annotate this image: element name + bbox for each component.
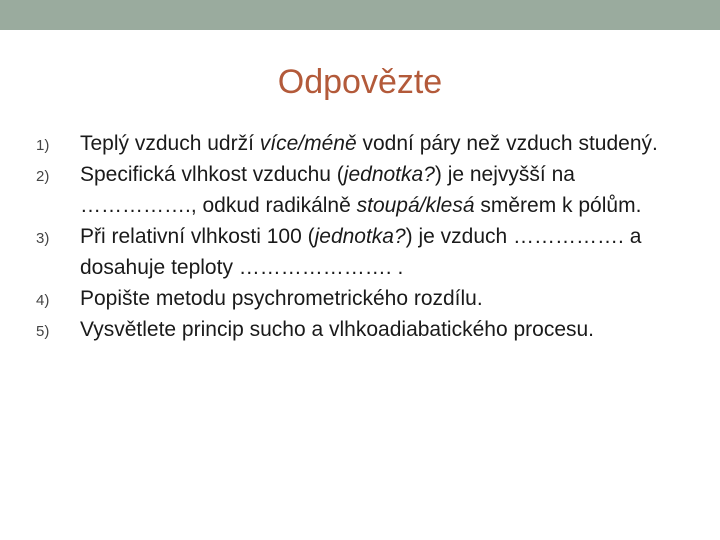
- list-item: [36, 283, 686, 314]
- italic-text: více/méně: [259, 132, 357, 155]
- item-number: 4): [36, 292, 50, 309]
- text-segment: ) je vzduch ……………. a dosahuje teploty …………………. .: [80, 225, 642, 279]
- item-text: [80, 314, 686, 345]
- text-segment: Popište metodu psychrometrického rozdílu.: [80, 287, 483, 310]
- text-segment: Teplý vzduch udrží: [80, 132, 260, 155]
- question-list: [36, 128, 686, 345]
- item-number: 3): [36, 230, 50, 247]
- item-number: 5): [36, 323, 50, 340]
- list-item: [36, 128, 686, 159]
- text-segment: Při relativní vlhkosti 100 (: [80, 225, 315, 248]
- text-segment: směrem k pólům.: [474, 194, 642, 217]
- item-number: 2): [36, 168, 50, 185]
- italic-text: stoupá/klesá: [356, 194, 475, 217]
- text-segment: ) je nejvyšší na ……………., odkud radikálně: [80, 163, 575, 217]
- text-segment: vodní páry než vzduch studený.: [356, 132, 658, 155]
- list-item: [36, 221, 686, 283]
- item-text: [80, 283, 686, 314]
- italic-text: jednotka?: [314, 225, 406, 248]
- item-text: [80, 128, 686, 159]
- item-text: [80, 221, 686, 283]
- item-text: [80, 159, 686, 221]
- italic-text: jednotka?: [343, 163, 435, 186]
- slide-title: Odpovězte: [277, 63, 443, 101]
- list-item: [36, 314, 686, 345]
- top-band: [0, 0, 720, 30]
- text-segment: Specifická vlhkost vzduchu (: [80, 163, 344, 186]
- item-number: 1): [36, 137, 50, 154]
- text-segment: Vysvětlete princip sucho a vlhkoadiabatického procesu.: [80, 318, 595, 341]
- list-item: [36, 159, 686, 221]
